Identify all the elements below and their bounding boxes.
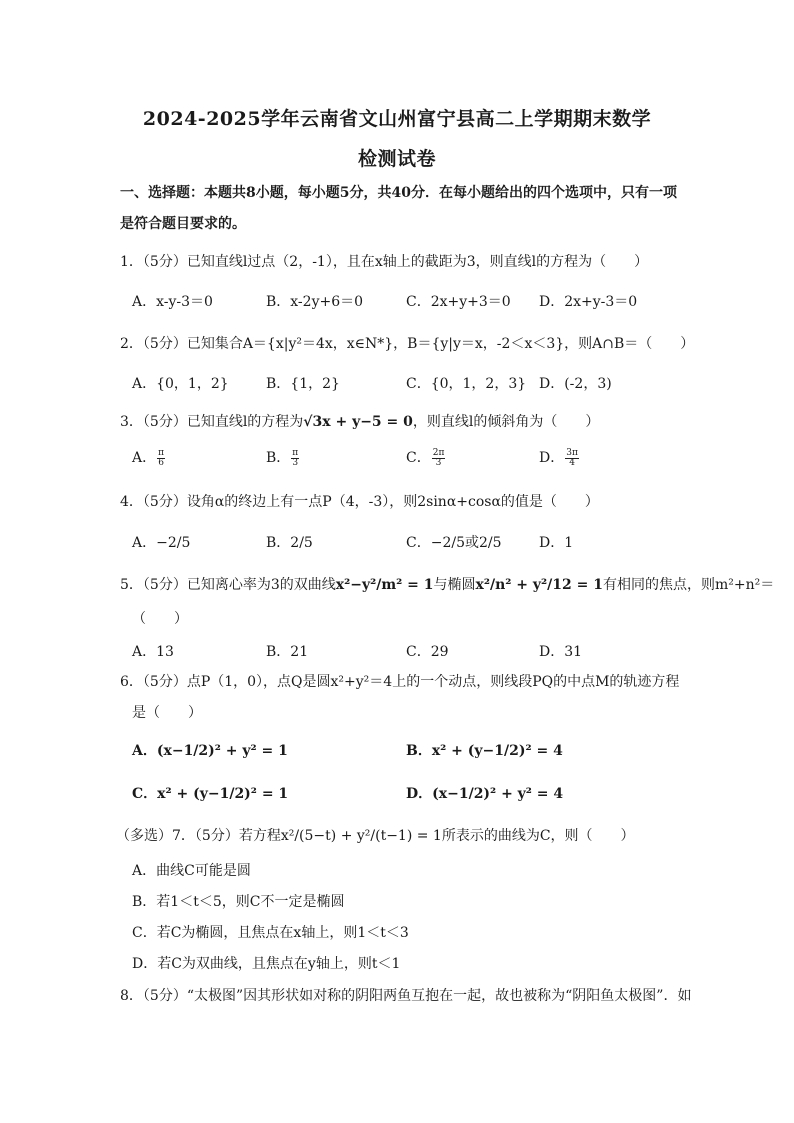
q2-option-a: A．{0，1，2} (132, 376, 229, 392)
question-2-stem: 2．（5分）已知集合A＝{x|y²＝4x，x∈N*}，B＝{y|y＝x，-2＜x＜3}，则A∩B＝（ ） (120, 336, 695, 352)
q3-option-a-label: A． (132, 450, 157, 466)
question-4-stem: 4．（5分）设角α的终边上有一点P（4，-3），则2sinα+cosα的值是（ ） (120, 494, 599, 510)
question-5-stem-line2: （ ） (132, 611, 188, 627)
q4-option-a: A．−2/5 (132, 535, 191, 551)
fraction-numerator: 2π (432, 447, 445, 458)
q5-stem-middle: 与椭圆 (433, 577, 476, 593)
q1-option-b: B．x-2y+6＝0 (266, 294, 364, 310)
q6-option-b: B．x² + (y−1/2)² = 4 (406, 743, 563, 759)
q6-option-c: C．x² + (y−1/2)² = 1 (132, 786, 289, 802)
q3-equation: √3x + y−5 = 0 (303, 414, 413, 430)
q2-option-c: C．{0，1，2，3} (406, 376, 527, 392)
q7-option-c: C．若C为椭圆，且焦点在x轴上，则1＜t＜3 (132, 925, 409, 941)
question-6-stem-line2: 是（ ） (132, 705, 202, 721)
question-1-stem: 1．（5分）已知直线l过点（2，-1），且在x轴上的截距为3，则直线l的方程为（ ） (120, 254, 649, 270)
fraction-denominator: 3 (292, 457, 299, 468)
fraction-numerator: 3π (566, 447, 578, 458)
q6-option-d: D．(x−1/2)² + y² = 4 (406, 786, 564, 802)
q7-option-d: D．若C为双曲线，且焦点在y轴上，则t＜1 (132, 956, 401, 972)
q3-option-c-label: C． (406, 450, 431, 466)
q3-option-c-fraction (432, 449, 446, 468)
section-heading-line2: 是符合题目要求的。 (120, 216, 246, 232)
q2-option-b: B．{1，2} (266, 376, 340, 392)
q3-option-d (539, 448, 580, 468)
q3-option-b (266, 448, 300, 468)
q3-option-b-fraction (291, 449, 299, 468)
q4-option-d: D．1 (539, 535, 574, 551)
q1-option-d: D．2x+y-3＝0 (539, 294, 638, 310)
q1-option-a: A．x-y-3＝0 (132, 294, 213, 310)
q3-stem-text: 3．（5分）已知直线l的方程为 (120, 414, 304, 430)
q3-option-d-label: D． (539, 450, 565, 466)
q1-option-c: C．2x+y+3＝0 (406, 294, 511, 310)
question-3-stem (120, 412, 599, 432)
q3-option-d-fraction (565, 449, 579, 468)
q5-option-b: B．21 (266, 644, 309, 660)
q5-option-d: D．31 (539, 644, 583, 660)
q3-option-c (406, 448, 446, 468)
fraction-numerator: π (292, 447, 299, 458)
q3-option-a-fraction (157, 449, 165, 468)
q3-stem-text-end: ，则直线l的倾斜角为（ ） (412, 414, 600, 430)
q5-hyperbola-equation: x²−y²/m² = 1 (335, 577, 434, 593)
q5-option-c: C．29 (406, 644, 449, 660)
q7-option-a: A．曲线C可能是圆 (132, 863, 251, 879)
fraction-numerator: π (158, 447, 165, 458)
q7-stem-end: 所表示的曲线为C，则（ ） (441, 828, 635, 844)
question-8-stem: 8．（5分）“太极图”因其形状如对称的阴阳两鱼互抱在一起，故也被称为“阴阳鱼太极图”．如 (120, 988, 692, 1004)
q4-option-c: C．−2/5或2/5 (406, 535, 502, 551)
fraction-denominator: 3 (435, 457, 442, 468)
q7-stem-text: （多选）7．（5分）若方程 (116, 828, 281, 844)
question-6-stem: 6．（5分）点P（1，0），点Q是圆x²+y²＝4上的一个动点，则线段PQ的中点M的轨迹方程 (120, 674, 680, 690)
question-7-stem (116, 826, 635, 846)
q5-stem-text: 5．（5分）已知离心率为3的双曲线 (120, 577, 336, 593)
q5-option-a: A．13 (132, 644, 174, 660)
fraction-denominator: 4 (569, 457, 575, 468)
q7-option-b: B．若1＜t＜5，则C不一定是椭圆 (132, 894, 345, 910)
page-title-line2: 检测试卷 (357, 148, 436, 170)
q7-equation: x²/(5−t) + y²/(t−1) = 1 (280, 828, 442, 844)
q6-option-a: A．(x−1/2)² + y² = 1 (132, 743, 288, 759)
q3-option-a (132, 448, 166, 468)
q3-option-b-label: B． (266, 450, 291, 466)
q5-stem-end: 有相同的焦点，则m²+n²＝ (602, 577, 775, 593)
page-title: 2024-2025学年云南省文山州富宁县高二上学期期末数学 (142, 108, 652, 130)
q2-option-d: D．(-2，3) (539, 376, 612, 392)
q5-ellipse-equation: x²/n² + y²/12 = 1 (475, 577, 603, 593)
section-heading: 一、选择题：本题共8小题，每小题5分，共40分．在每小题给出的四个选项中，只有一项 (120, 185, 677, 201)
q4-option-b: B．2/5 (266, 535, 313, 551)
question-5-stem (120, 575, 774, 595)
fraction-denominator: 6 (158, 457, 164, 468)
